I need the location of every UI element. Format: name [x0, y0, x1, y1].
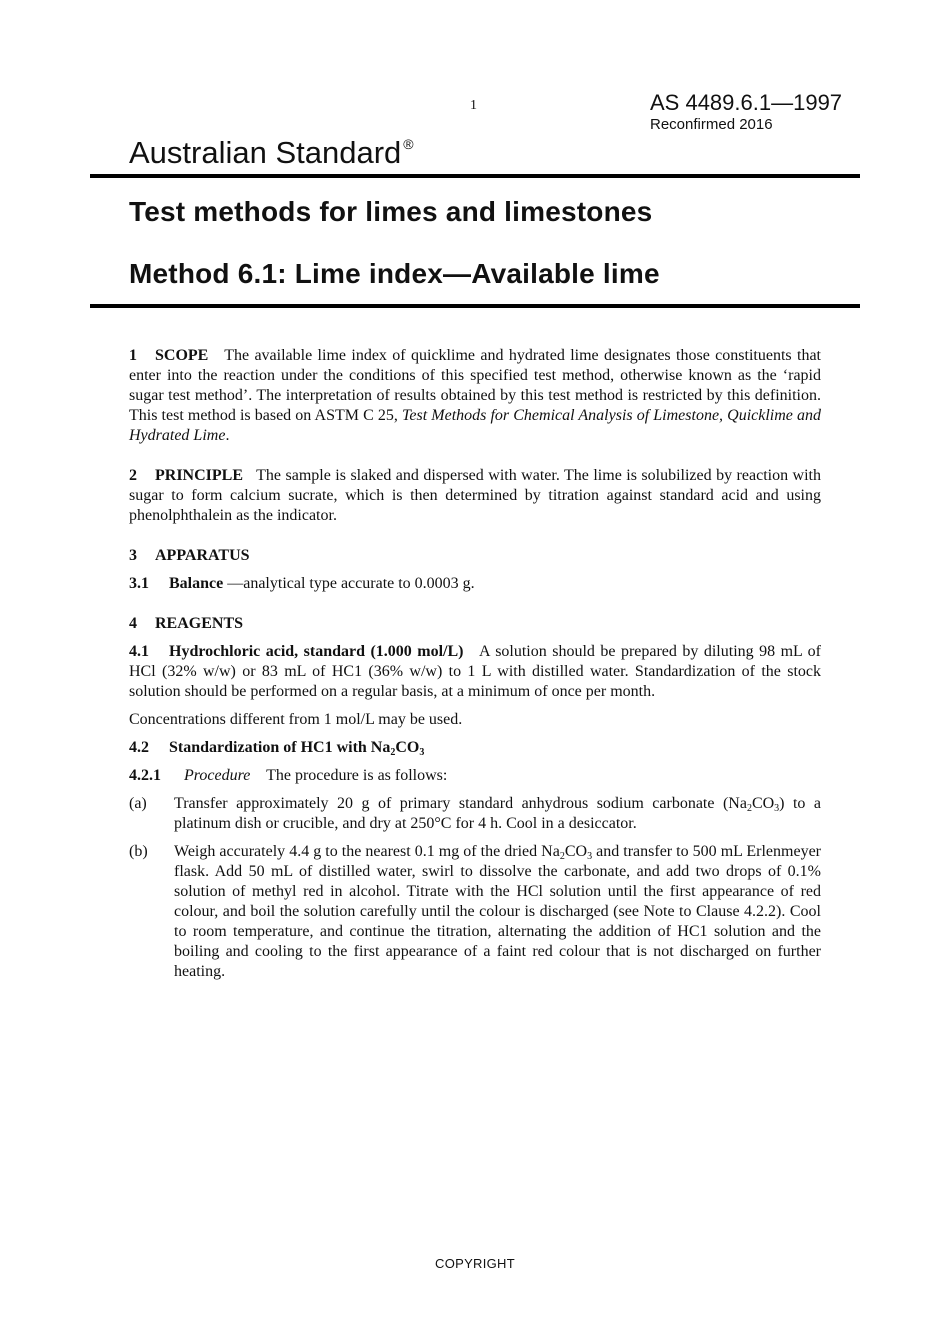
- section-number: 1: [129, 347, 137, 364]
- registered-mark: ®: [403, 136, 414, 152]
- clause-heading: Hydrochloric acid, standard (1.000 mol/L): [169, 643, 464, 660]
- section-heading: REAGENTS: [155, 615, 244, 632]
- clause-text: —analytical type accurate to 0.0003 g.: [227, 575, 475, 592]
- clause-heading: Balance: [169, 575, 224, 592]
- clause-text: A solution should be prepared by diluting 98 mL of HCl (32% w/w) or 83 mL of HC1 (36% w/w) to 1 L with distilled water. Standardization of the stock solution should be performed on a regular basis, at a minimum of once per month.: [129, 643, 822, 700]
- reagents-heading: [129, 614, 821, 634]
- scope-section: [129, 346, 821, 446]
- section-number: 4: [129, 615, 137, 632]
- brand-name: Australian Standard: [129, 135, 402, 170]
- clause-heading: Procedure: [184, 767, 251, 784]
- reference-title: Test Methods for Chemical Analysis of Limestone, Quicklime and Hydrated Lime: [129, 407, 822, 444]
- clause-number: 4.2: [129, 739, 149, 756]
- list-item: [129, 842, 821, 982]
- clause-4-2-1: [129, 766, 821, 786]
- section-number: 3: [129, 547, 137, 564]
- clause-3-1: [129, 574, 821, 594]
- apparatus-heading: [129, 546, 821, 566]
- scope-end: .: [225, 427, 230, 444]
- copyright-footer: COPYRIGHT: [435, 1256, 515, 1271]
- clause-text: The procedure is as follows:: [266, 767, 448, 784]
- clause-number: 3.1: [129, 575, 149, 592]
- list-item: [129, 794, 821, 834]
- clause-4-1: [129, 642, 821, 702]
- method-title: Method 6.1: Lime index—Available lime: [129, 258, 660, 289]
- brand-title: [129, 135, 414, 171]
- list-marker: (b): [129, 843, 148, 860]
- document-body: [129, 346, 821, 982]
- list-marker: (a): [129, 795, 147, 812]
- principle-text: The sample is slaked and dispersed with water. The lime is solubilized by reaction with sugar to form calcium sucrate, which is then determined by titration against standard acid and using phenolphthalein as the indicator.: [129, 467, 821, 524]
- top-rule: [90, 174, 860, 178]
- bottom-rule: [90, 304, 860, 308]
- list-text: Transfer approximately 20 g of primary standard anhydrous sodium carbonate $(Na_2CO_3)$ to a platinum dish or crucible, and dry at 250°C for 4 h. Cool in a desiccator.: [174, 795, 822, 832]
- page-number: 1: [470, 98, 477, 113]
- section-number: 2: [129, 467, 137, 484]
- section-heading: APPARATUS: [155, 547, 250, 564]
- clause-4-2: [129, 738, 821, 758]
- standard-number: AS 4489.6.1—1997: [650, 90, 843, 115]
- clause-heading: Standardization of HC1 with $Na_2CO_3$: [169, 739, 425, 758]
- scope-text: The available lime index of quicklime and hydrated lime designates those constituents that enter into the reaction under the conditions of this specified test method, otherwise known as the ‘rapid sugar test method’. The interpretation of results obtained by this test method is restricted by this definition. This test method is based on ASTM C 25,: [129, 347, 821, 424]
- section-heading: PRINCIPLE: [155, 467, 244, 484]
- list-text: Weigh accurately 4.4 g to the nearest 0.1 mg of the dried $Na_2CO_3$ and transfer to 500 mL Erlenmeyer flask. Add 50 mL of distilled water, swirl to dissolve the carbonate, and add two drops of 0.1% solution of methyl red in alcohol. Titrate with the HCl solution until the first appearance of red colour, and boil the solution carefully until the colour is discharged (see Note to Clause 4.2.2). Cool to room temperature, and continue the titration, alternating the addition of HC1 solution and the boiling and cooling to the first appearance of a faint red colour that is not discharged on further heating.: [174, 843, 822, 980]
- reconfirmed-note: Reconfirmed 2016: [650, 116, 773, 133]
- clause-number: 4.1: [129, 643, 149, 660]
- section-heading: SCOPE: [155, 347, 209, 364]
- clause-number: 4.2.1: [129, 767, 161, 784]
- document-title: Test methods for limes and limestones: [129, 196, 653, 227]
- principle-section: [129, 466, 821, 526]
- clause-4-1-note: Concentrations different from 1 mol/L may be used.: [129, 711, 463, 728]
